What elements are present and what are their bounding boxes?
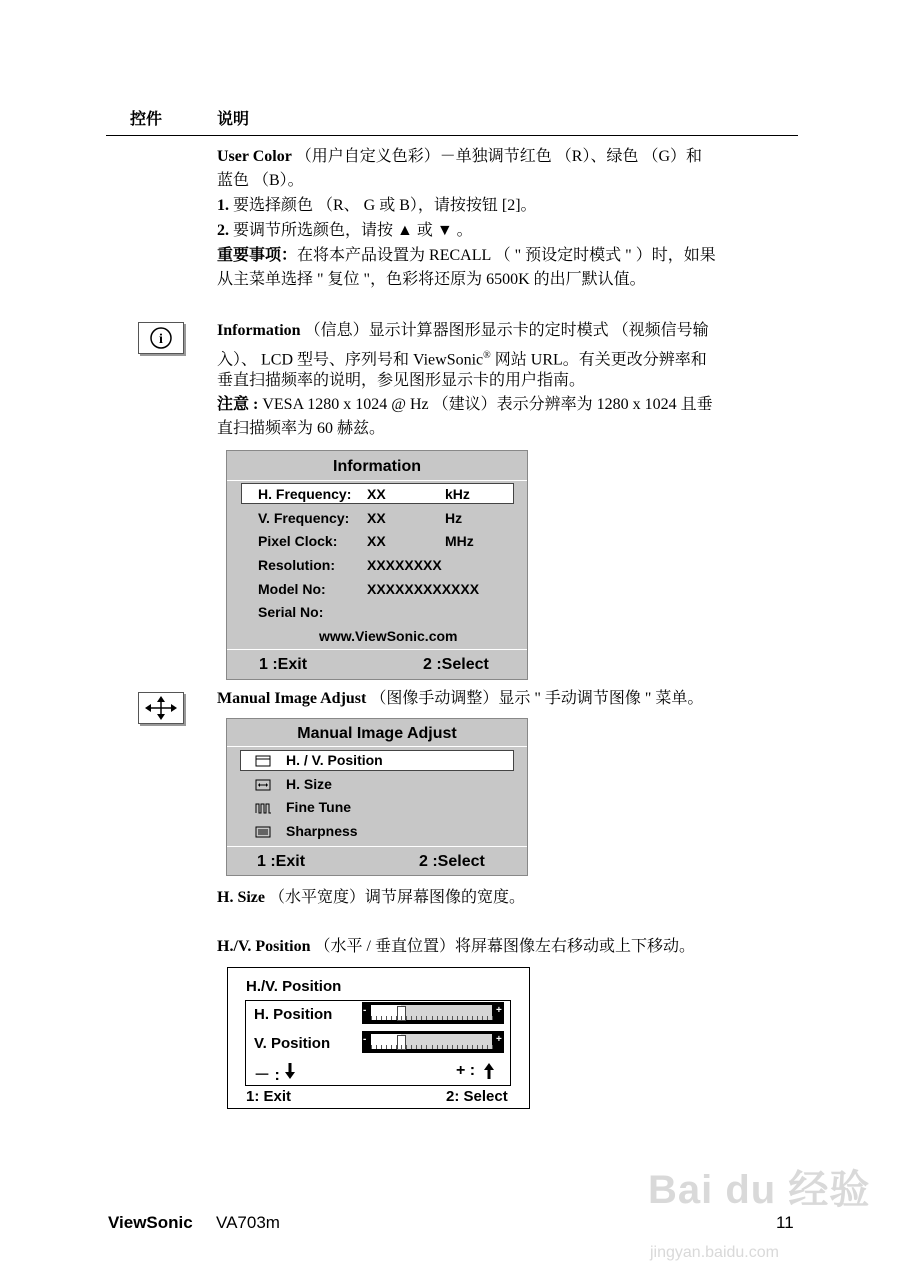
user-color-step2	[217, 219, 473, 244]
user-color-line2: 蓝色 （B）。	[217, 172, 304, 189]
osd-select[interactable]: 2 :Select	[419, 853, 485, 870]
slider-tick	[381, 1016, 382, 1020]
slider-minus: -	[363, 1005, 367, 1016]
four-way-arrows-icon	[138, 692, 184, 724]
information-line2-post: 网站 URL。有关更改分辨率和	[490, 351, 707, 369]
osd-exit[interactable]: 1 :Exit	[259, 656, 308, 673]
slider-tick	[447, 1016, 448, 1020]
osd-row-unit: MHz	[445, 533, 474, 549]
slider-tick	[426, 1045, 427, 1049]
up-arrow-icon	[483, 1062, 495, 1085]
slider-tick	[416, 1045, 417, 1049]
slider-tick	[457, 1016, 458, 1020]
sharpness-icon	[255, 825, 271, 843]
osd-exit[interactable]: 1 :Exit	[257, 853, 306, 870]
svg-text:i: i	[159, 332, 163, 347]
slider-tick	[371, 1016, 372, 1020]
plus-key-label: + :	[456, 1062, 476, 1079]
information-line3: 垂直扫描频率的说明，参见图形显示卡的用户指南。	[217, 372, 586, 389]
baidu-watermark-logo: Bai du 经验	[648, 1168, 871, 1212]
slider-tick	[421, 1045, 422, 1049]
page-number: 11	[776, 1213, 794, 1232]
hv-osd-title: H./V. Position	[246, 978, 342, 995]
manual-image-adjust-line	[217, 687, 703, 712]
slider-tick	[376, 1045, 377, 1049]
osd-row-unit: Hz	[445, 510, 463, 526]
osd-divider	[227, 480, 527, 481]
slider-tick	[391, 1016, 392, 1020]
minus-key-label: － :	[254, 1067, 280, 1084]
slider-tick	[426, 1016, 427, 1020]
slider-tick	[406, 1045, 407, 1049]
slider-tick	[492, 1045, 493, 1049]
slider-tick	[386, 1016, 387, 1020]
slider-tick	[487, 1016, 488, 1020]
osd-row-value: XXXXXXXXXXXX	[367, 581, 480, 597]
osd-row-label: Model No:	[258, 581, 326, 597]
osd-row-unit: kHz	[445, 486, 470, 502]
information-line1	[217, 319, 709, 344]
v-position-label: V. Position	[254, 1035, 331, 1052]
fine-tune-icon	[255, 801, 273, 819]
h-position-label: H. Position	[254, 1006, 333, 1023]
slider-tick	[472, 1016, 473, 1020]
hv-select[interactable]: 2: Select	[446, 1088, 508, 1105]
slider-tick	[452, 1016, 453, 1020]
column-header-control: 控件	[130, 111, 163, 128]
slider-tick	[401, 1045, 402, 1049]
footer-model: VA703m	[216, 1213, 280, 1232]
user-color-desc: （用户自定义色彩）－单独调节红色 （R）、绿色 （G）和	[295, 148, 703, 165]
slider-tick	[416, 1016, 417, 1020]
slider-tick	[432, 1016, 433, 1020]
slider-tick	[457, 1045, 458, 1049]
down-arrow-icon	[284, 1062, 296, 1085]
slider-tick	[447, 1045, 448, 1049]
slider-tick	[442, 1016, 443, 1020]
h-size-desc: （水平宽度）调节屏幕图像的宽度。	[269, 889, 526, 906]
slider-tick	[437, 1016, 438, 1020]
osd-url: www.ViewSonic.com	[319, 628, 458, 644]
slider-tick	[467, 1016, 468, 1020]
step2-text: 要调节所选颜色，请按 ▲ 或 ▼ 。	[233, 222, 473, 239]
osd-footer-divider	[227, 649, 527, 650]
column-header-description: 说明	[217, 111, 250, 128]
osd-row-label: Serial No:	[258, 604, 324, 620]
osd-row-label: Pixel Clock:	[258, 533, 338, 549]
user-color-note2: 从主菜单选择 " 复位 "，色彩将还原为 6500K 的出厂默认值。	[217, 271, 646, 288]
slider-tick	[477, 1016, 478, 1020]
slider-plus: +	[496, 1005, 502, 1016]
slider-track	[371, 1034, 492, 1049]
slider-tick	[462, 1016, 463, 1020]
registered-mark: ®	[483, 350, 491, 361]
slider-tick	[411, 1016, 412, 1020]
osd-row-label: Resolution:	[258, 557, 335, 573]
osd-menu-item[interactable]: Fine Tune	[286, 799, 352, 815]
information-desc: （信息）显示计算器图形显示卡的定时模式 （视频信号输	[304, 322, 709, 339]
slider-tick	[386, 1045, 387, 1049]
baidu-watermark-url: jingyan.baidu.com	[650, 1244, 779, 1261]
h-size-icon	[255, 778, 271, 796]
step2-number: 2.	[217, 222, 229, 239]
hv-position-desc: （水平 / 垂直位置）将屏幕图像左右移动或上下移动。	[314, 938, 695, 955]
step1-number: 1.	[217, 197, 229, 214]
slider-track	[371, 1005, 492, 1020]
slider-tick	[391, 1045, 392, 1049]
slider-tick	[406, 1016, 407, 1020]
slider-tick	[421, 1016, 422, 1020]
information-term: Information	[217, 322, 301, 339]
hv-position-term: H./V. Position	[217, 938, 311, 955]
osd-menu-item[interactable]: H. / V. Position	[286, 752, 383, 768]
slider-tick	[442, 1045, 443, 1049]
slider-tick	[487, 1045, 488, 1049]
slider-tick	[371, 1045, 372, 1049]
important-label: 重要事项：	[217, 247, 298, 264]
user-color-step1	[217, 194, 537, 219]
h-size-line	[217, 886, 525, 911]
slider-tick	[381, 1045, 382, 1049]
osd-row-value: XXXXXXXX	[367, 557, 442, 573]
osd-select[interactable]: 2 :Select	[423, 656, 489, 673]
manual-image-adjust-desc: （图像手动调整）显示 " 手动调节图像 " 菜单。	[370, 690, 704, 707]
note-text: VESA 1280 x 1024 @ Hz （建议）表示分辨率为 1280 x 1024 且垂	[258, 396, 713, 413]
important-text: 在将本产品设置为 RECALL （ " 预设定时模式 " ）时，如果	[297, 247, 716, 264]
manual-image-adjust-term: Manual Image Adjust	[217, 690, 367, 707]
osd-title: Manual Image Adjust	[297, 725, 457, 742]
osd-row-label: V. Frequency:	[258, 510, 350, 526]
user-color-note1	[217, 244, 716, 269]
slider-tick	[472, 1045, 473, 1049]
osd-row-value: XX	[367, 510, 386, 526]
user-color-line1	[217, 145, 702, 170]
slider-tick	[396, 1045, 397, 1049]
osd-title: Information	[333, 458, 421, 475]
information-note2: 直扫描频率为 60 赫兹。	[217, 420, 386, 437]
manual-image-adjust-osd	[226, 718, 528, 876]
information-note1	[217, 393, 713, 418]
hv-position-osd	[227, 967, 530, 1109]
osd-footer-divider	[227, 846, 527, 847]
osd-divider	[227, 746, 527, 747]
slider-tick	[411, 1045, 412, 1049]
header-rule	[106, 135, 798, 136]
footer-brand: ViewSonic	[108, 1213, 193, 1232]
osd-row-label: H. Frequency:	[258, 486, 352, 502]
slider-tick	[376, 1016, 377, 1020]
slider-tick	[482, 1045, 483, 1049]
osd-menu-item[interactable]: Sharpness	[286, 823, 358, 839]
slider-tick	[396, 1016, 397, 1020]
step1-text: 要选择颜色 （R、 G 或 B），请按按钮 [2]。	[233, 197, 537, 214]
osd-row-value: XX	[367, 533, 386, 549]
hv-exit[interactable]: 1: Exit	[246, 1088, 292, 1105]
osd-row-value: XX	[367, 486, 386, 502]
osd-menu-item[interactable]: H. Size	[286, 776, 332, 792]
hv-position-line	[217, 935, 695, 960]
slider-plus: +	[496, 1034, 502, 1045]
slider-tick	[492, 1016, 493, 1020]
info-icon	[138, 322, 184, 354]
slider-tick	[467, 1045, 468, 1049]
slider-tick	[437, 1045, 438, 1049]
h-position-slider[interactable]	[362, 1002, 504, 1024]
note-label: 注意 :	[217, 396, 259, 413]
information-line2-pre: 入）、 LCD 型号、序列号和 ViewSonic	[217, 351, 484, 369]
information-osd	[226, 450, 528, 680]
h-size-term: H. Size	[217, 889, 265, 906]
slider-tick	[432, 1045, 433, 1049]
position-icon	[255, 754, 271, 772]
slider-minus: -	[363, 1034, 367, 1045]
slider-tick	[477, 1045, 478, 1049]
slider-tick	[462, 1045, 463, 1049]
slider-tick	[401, 1016, 402, 1020]
slider-tick	[482, 1016, 483, 1020]
user-color-term: User Color	[217, 148, 292, 165]
v-position-slider[interactable]	[362, 1031, 504, 1053]
slider-tick	[452, 1045, 453, 1049]
